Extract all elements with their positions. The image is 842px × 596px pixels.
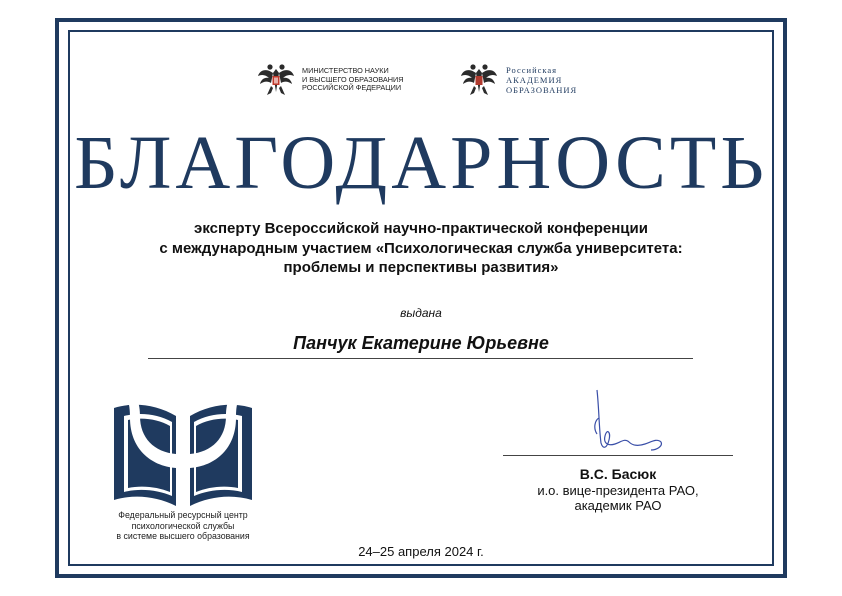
certificate-description [0,219,842,278]
resource-center-name [98,510,268,542]
recipient-name: Панчук Екатерине Юрьевне [293,333,549,353]
center-line3: в системе высшего образования [116,531,250,541]
issued-label: выдана [400,306,442,320]
rao-logo-line2: АКАДЕМИЯ [506,75,563,85]
ministry-logo-line3: РОССИЙСКОЙ ФЕДЕРАЦИИ [302,83,402,93]
event-date: 24–25 апреля 2024 г. [358,544,484,559]
signatory-name: В.С. Басюк [579,466,657,482]
signatory-title-line2: академик РАО [574,497,662,513]
signatory-title [503,484,733,513]
signatory-title-line1: и.о. вице-президента РАО, [537,483,699,498]
handwritten-signature [585,388,675,458]
double-headed-eagle-icon [256,60,296,100]
rao-logo [458,60,577,100]
description-line3: проблемы и перспективы развития» [283,259,559,276]
rao-logo-line3: ОБРАЗОВАНИЯ [506,85,578,95]
psi-book-logo-icon [110,386,256,508]
center-line2: психологической службы [131,520,235,531]
ministry-logo-line1: МИНИСТЕРСТВО НАУКИ [302,66,389,76]
description-line2: с международным участием «Психологическая служба университета: [159,239,683,257]
rao-logo-line1: Российская [506,65,558,75]
recipient-underline [148,358,693,359]
description-line1: эксперту Всероссийской научно-практической конференции [194,220,648,237]
center-line1: Федеральный ресурсный центр [118,510,248,520]
ministry-logo [256,60,404,100]
certificate-title: БЛАГОДАРНОСТЬ [74,121,768,205]
signature-line [503,455,733,456]
ministry-logo-line2: И ВЫСШЕГО ОБРАЗОВАНИЯ [302,74,404,84]
rao-eagle-icon [458,60,500,100]
